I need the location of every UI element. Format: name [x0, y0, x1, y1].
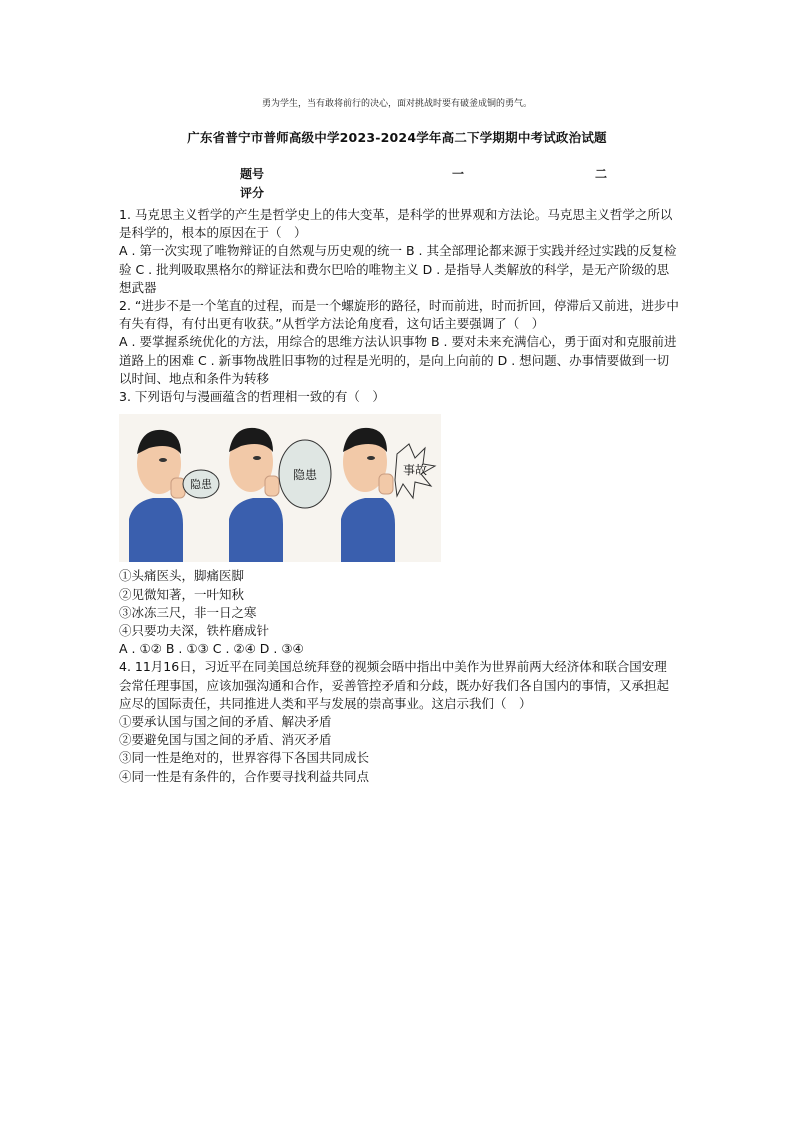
question-2 [119, 297, 679, 388]
figure-jacket [341, 498, 395, 562]
question-options: A . ①② B . ①③ C . ②④ D . ③④ [119, 641, 304, 657]
score-header-section-1: 一 [452, 167, 465, 181]
score-row-points [240, 184, 660, 203]
statement-3: ③同一性是绝对的，世界容得下各国共同成长 [119, 750, 370, 766]
question-stem: 4. 11月16日，习近平在同美国总统拜登的视频会晤中指出中美作为世界前两大经济体和联合国安理会常任理事国，应该加强沟通和合作，妥善管控矛盾和分歧，既办好我们各自国内的事情，又承担起应尽的国际责任，共同推进人类和平与发展的崇高事业。这启示我们（ ） [119, 659, 670, 711]
statement-1: ①头痛医头，脚痛医脚 [119, 568, 245, 584]
statement-4: ④同一性是有条件的，合作要寻找利益共同点 [119, 768, 370, 784]
header-motto: 勇为学生，当有敢将前行的决心，面对挑战时要有破釜成铜的勇气。 [261, 99, 532, 109]
score-header-section-2: 二 [595, 167, 608, 181]
balloon-label-1: 隐患 [190, 478, 212, 492]
exam-title: 广东省普宁市普师高级中学2023-2024学年高二下学期期中考试政治试题 [187, 130, 607, 145]
question-stem: 1. 马克思主义哲学的产生是哲学史上的伟大变革，是科学的世界观和方法论。马克思主义哲学之所以是科学的，根本的原因在于（ ） [119, 207, 673, 241]
statement-3: ③冰冻三尺，非一日之寒 [119, 604, 257, 620]
score-points-label: 评分 [240, 186, 265, 200]
question-4 [119, 658, 679, 785]
balloon-label-3: 事故 [402, 463, 428, 478]
figure-jacket [229, 498, 283, 562]
statement-2: ②要避免国与国之间的矛盾、消灭矛盾 [119, 732, 332, 748]
cartoon-image [119, 414, 441, 562]
statement-2: ②见微知著，一叶知秋 [119, 586, 245, 602]
question-3 [119, 388, 679, 658]
figure-jacket [129, 498, 183, 562]
score-row-number [240, 165, 660, 184]
statement-1: ①要承认国与国之间的矛盾、解决矛盾 [119, 714, 332, 730]
question-options: A . 要掌握系统优化的方法，用综合的思维方法认识事物 B . 要对未来充满信心，勇于面对和克服前进道路上的困难 C . 新事物战胜旧事物的过程是光明的，是向上向前的 D . 想问题、办事情要做到一切以时间、地点和条件为转移 [119, 334, 677, 386]
statement-4: ④只要功夫深，铁杵磨成针 [119, 623, 270, 639]
question-stem: 3. 下列语句与漫画蕴含的哲理相一致的有（ ） [119, 389, 385, 405]
balloon-label-2: 隐患 [292, 468, 318, 483]
score-table [240, 165, 660, 203]
score-header-label: 题号 [240, 167, 265, 181]
question-options: A . 第一次实现了唯物辩证的自然观与历史观的统一 B . 其全部理论都来源于实践并经过实践的反复检验 C . 批判吸取黑格尔的辩证法和费尔巴哈的唯物主义 D . 是指导人类解放的科学，是无产阶级的思想武器 [119, 243, 677, 295]
questions-area [119, 206, 679, 786]
question-stem: 2. “进步不是一个笔直的过程，而是一个螺旋形的路径，时而前进，时而折回，停滞后又前进，进步中有失有得，有付出更有收获。”从哲学方法论角度看，这句话主要强调了（ ） [119, 298, 679, 332]
question-1 [119, 206, 679, 297]
